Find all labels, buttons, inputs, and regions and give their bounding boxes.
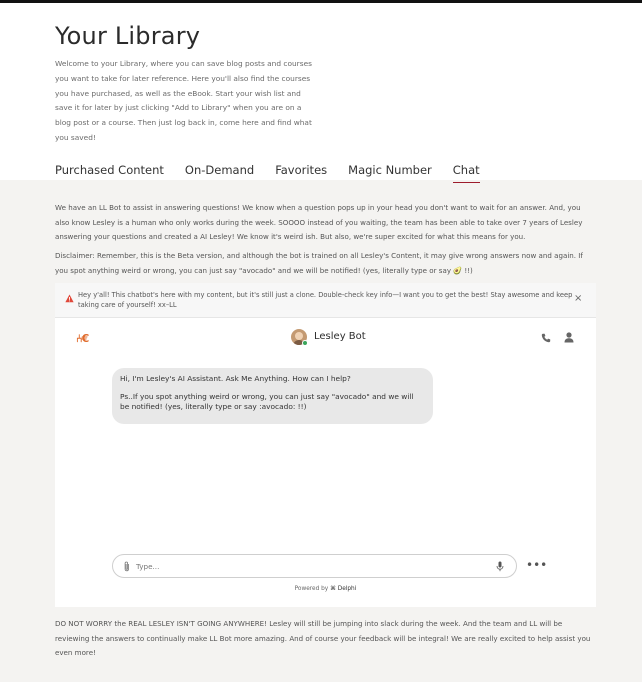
- user-icon[interactable]: [564, 332, 574, 343]
- delphi-logo: ⑃€: [76, 332, 89, 345]
- warning-icon: [65, 294, 74, 303]
- tab-on-demand[interactable]: On-Demand: [184, 163, 255, 177]
- library-tabs: [55, 163, 501, 183]
- powered-brand: ⌘ Delphi: [330, 586, 357, 592]
- chat-input[interactable]: [112, 554, 517, 578]
- tab-chat[interactable]: Chat: [453, 163, 480, 183]
- chat-notice-banner: [55, 283, 596, 318]
- page-title: Your Library: [55, 22, 201, 50]
- chat-widget: [55, 283, 596, 607]
- close-icon[interactable]: ×: [574, 293, 583, 304]
- chat-input-placeholder: Type...: [136, 562, 160, 571]
- notice-text: Hey y'all! This chatbot's here with my content, but it's still just a clone. Double-check key info—I want you to get the best! Stay awesome and keep taking care of yourself! xx–LL: [78, 291, 573, 309]
- bot-name: Lesley Bot: [314, 331, 366, 342]
- disclaimer-paragraph: Disclaimer: Remember, this is the Beta version, and although the bot is trained on all Lesley's Content, it may give wrong answers now and again. If you spot anything weird or wrong, you can just say "avocado" and we will be notified! (yes, literally type or say 🥑 !!): [55, 251, 583, 275]
- microphone-icon[interactable]: [496, 561, 504, 572]
- library-header: [0, 3, 642, 180]
- powered-by: [55, 586, 596, 592]
- online-status-dot: [302, 340, 308, 346]
- powered-prefix: Powered by: [294, 586, 329, 592]
- tab-purchased-content[interactable]: Purchased Content: [55, 163, 164, 177]
- tab-magic-number[interactable]: Magic Number: [348, 163, 432, 177]
- more-dots-icon[interactable]: •••: [526, 558, 548, 572]
- paperclip-icon[interactable]: [123, 561, 131, 572]
- bot-message-line: Ps..If you spot anything weird or wrong, you can just say "avocado" and we will be notified! (yes, literally type or say :avocado: !!): [120, 391, 414, 411]
- footer-paragraph: DO NOT WORRY the REAL LESLEY ISN'T GOING ANYWHERE! Lesley will still be jumping into slack during the week. And the team and LL will be reviewing the answers to continually make LL Bot more amazing. And of course your feedback will be integral! We are really excited to help assist you even more!: [55, 619, 591, 657]
- bot-message-line: Hi, I'm Lesley's AI Assistant. Ask Me Anything. How can I help?: [120, 374, 351, 383]
- tab-favorites[interactable]: Favorites: [275, 163, 328, 177]
- bot-message-bubble: [112, 368, 433, 424]
- chat-intro-paragraph: We have an LL Bot to assist in answering questions! We know when a question pops up in your head you don't want to wait for an answer. And, you also know Lesley is a human who only works during the week. SOOOO instead of you waiting, the team has been able to take over 7 years of Lesley answering your questions and created a AI Lesley! We know it's weird ish. But also, we're super excited for what this means for you.: [55, 203, 583, 241]
- phone-icon[interactable]: [541, 333, 551, 343]
- intro-text: Welcome to your Library, where you can save blog posts and courses you want to take for later reference. Here you'll also find the courses you have purchased, as well as the eBook. Start your wish list and save it for later by just clicking "Add to Library" when you are on a blog post or a course. Then just log back in, come here and find what you saved!: [55, 59, 312, 142]
